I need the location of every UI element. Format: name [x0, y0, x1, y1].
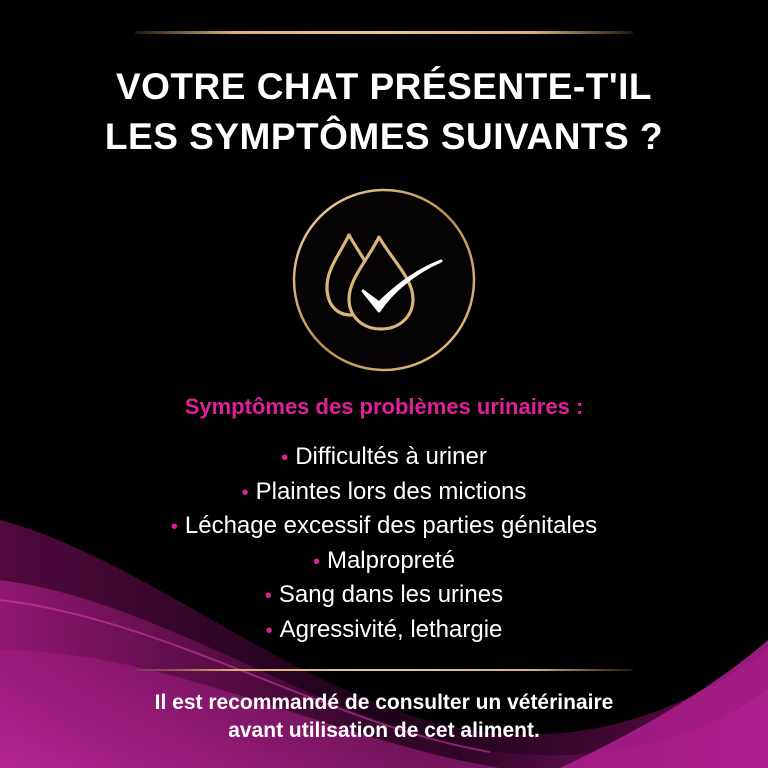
footnote-line-2: avant utilisation de cet aliment.: [228, 719, 540, 742]
footnote: [0, 689, 768, 745]
top-divider: [135, 31, 633, 34]
headline-line-2: LES SYMPTÔMES SUIVANTS ?: [104, 116, 664, 157]
list-item: [0, 440, 768, 475]
bullet: •: [265, 619, 273, 642]
symptom-text: Agressivité, lethargie: [279, 615, 503, 643]
list-item: [0, 578, 768, 613]
bullet: •: [170, 516, 178, 539]
section-title: Symptômes des problèmes urinaires :: [184, 394, 584, 419]
bullet: •: [241, 481, 249, 504]
headline: [0, 62, 768, 162]
symptom-text: Sang dans les urines: [278, 581, 504, 609]
symptom-text: Difficultés à uriner: [295, 443, 487, 470]
symptom-text: Malpropreté: [326, 546, 456, 574]
headline-line-1: VOTRE CHAT PRÉSENTE-T'IL: [115, 66, 653, 107]
symptom-text: Plaintes lors des mictions: [255, 477, 527, 505]
bullet: •: [264, 585, 272, 608]
list-item: [0, 613, 768, 648]
list-item: [0, 544, 768, 579]
bottom-divider: [135, 669, 633, 671]
symptom-list: [0, 440, 768, 648]
bullet: •: [312, 550, 320, 573]
droplets-check-icon: [291, 187, 477, 373]
footnote-line-1: Il est recommandé de consulter un vétérinaire: [154, 691, 614, 714]
list-item: [0, 475, 768, 510]
list-item: [0, 509, 768, 544]
symptom-text: Léchage excessif des parties génitales: [184, 512, 598, 540]
bullet: •: [281, 447, 289, 469]
